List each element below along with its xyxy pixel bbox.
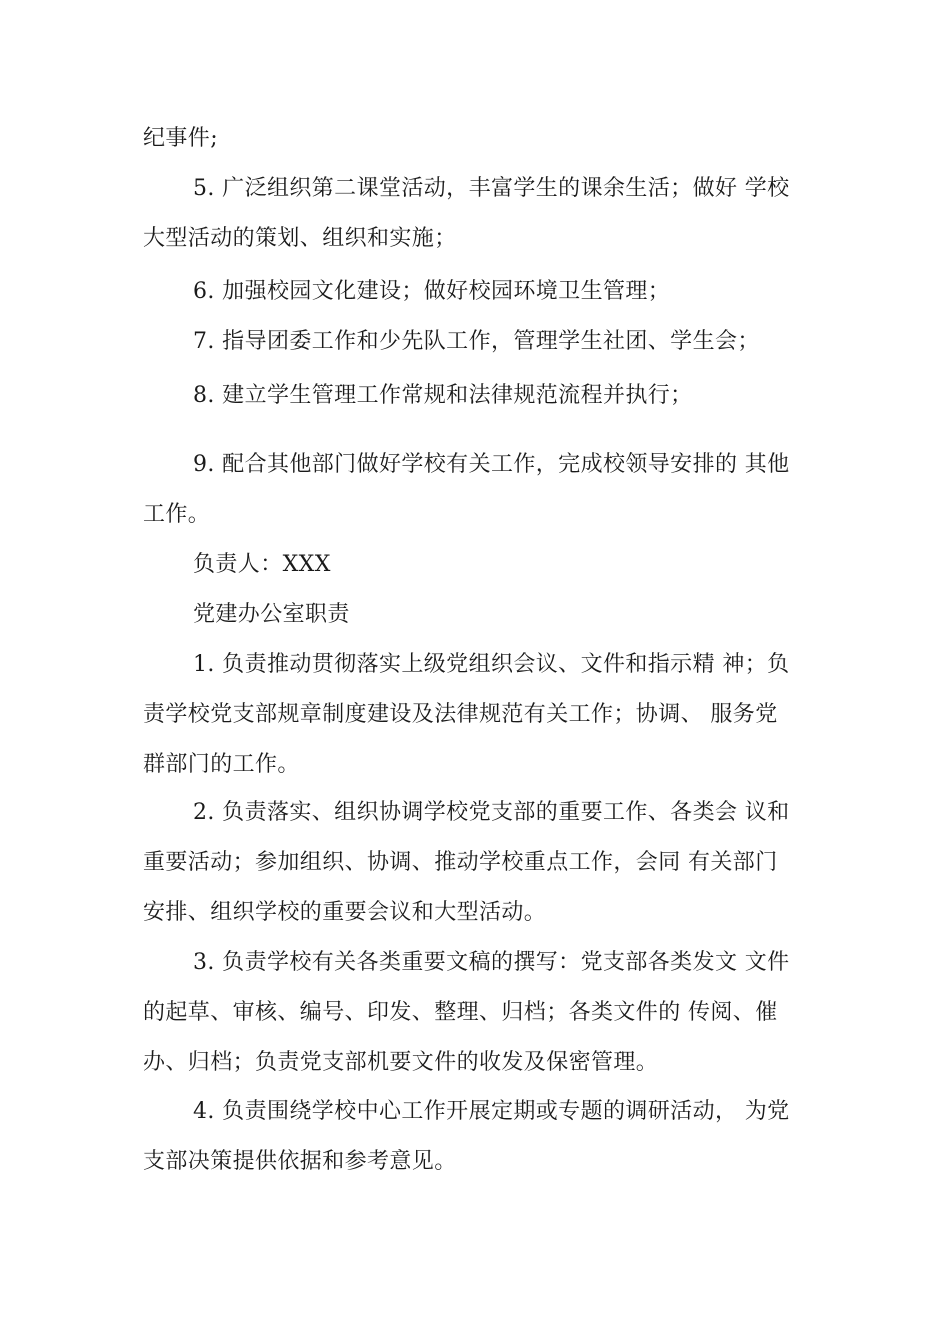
text-line: 大型活动的策划、组织和实施； [143,226,457,251]
text-line: 安排、组织学校的重要会议和大型活动。 [143,900,547,925]
paragraph-item-8 [143,371,818,421]
paragraph-item-7 [143,317,818,367]
paragraph-continuation [143,114,818,164]
paragraph-item-5 [143,164,818,264]
text-line: 工作。 [143,502,211,527]
text-line: 的起草、审核、编号、印发、整理、归档；各类文件的 传阅、催 [143,1000,778,1025]
text-line: 8. 建立学生管理工作常规和法律规范流程并执行； [193,383,693,408]
paragraph-item-6 [143,267,818,317]
paragraph-item-9 [143,440,818,540]
text-line: 7. 指导团委工作和少先队工作，管理学生社团、学生会； [193,329,760,354]
text-line: 5. 广泛组织第二课堂活动，丰富学生的课余生活；做好 学校 [193,176,790,201]
paragraph-duty-3 [143,938,818,1088]
text-line: 1. 负责推动贯彻落实上级党组织会议、文件和指示精 神；负 [193,652,790,677]
text-line: 负责人：XXX [193,552,331,577]
text-line: 3. 负责学校有关各类重要文稿的撰写：党支部各类发文 文件 [193,950,790,975]
text-line: 重要活动；参加组织、协调、推动学校重点工作，会同 有关部门 [143,850,778,875]
paragraph-responsible-person [143,540,818,590]
text-line: 2. 负责落实、组织协调学校党支部的重要工作、各类会 议和 [193,800,790,825]
paragraph-duty-4 [143,1087,818,1187]
text-line: 支部决策提供依据和参考意见。 [143,1149,457,1174]
text-line: 6. 加强校园文化建设；做好校园环境卫生管理； [193,279,671,304]
text-line: 办、归档；负责党支部机要文件的收发及保密管理。 [143,1050,659,1075]
paragraph-duty-2 [143,788,818,938]
text-line: 责学校党支部规章制度建设及法律规范有关工作；协调、 服务党 [143,702,778,727]
text-line: 4. 负责围绕学校中心工作开展定期或专题的调研活动， 为党 [193,1099,790,1124]
text-line: 纪事件; [143,126,219,151]
text-line: 党建办公室职责 [193,602,350,627]
section-title [143,590,818,640]
paragraph-duty-1 [143,640,818,790]
text-line: 群部门的工作。 [143,752,300,777]
text-line: 9. 配合其他部门做好学校有关工作，完成校领导安排的 其他 [193,452,790,477]
